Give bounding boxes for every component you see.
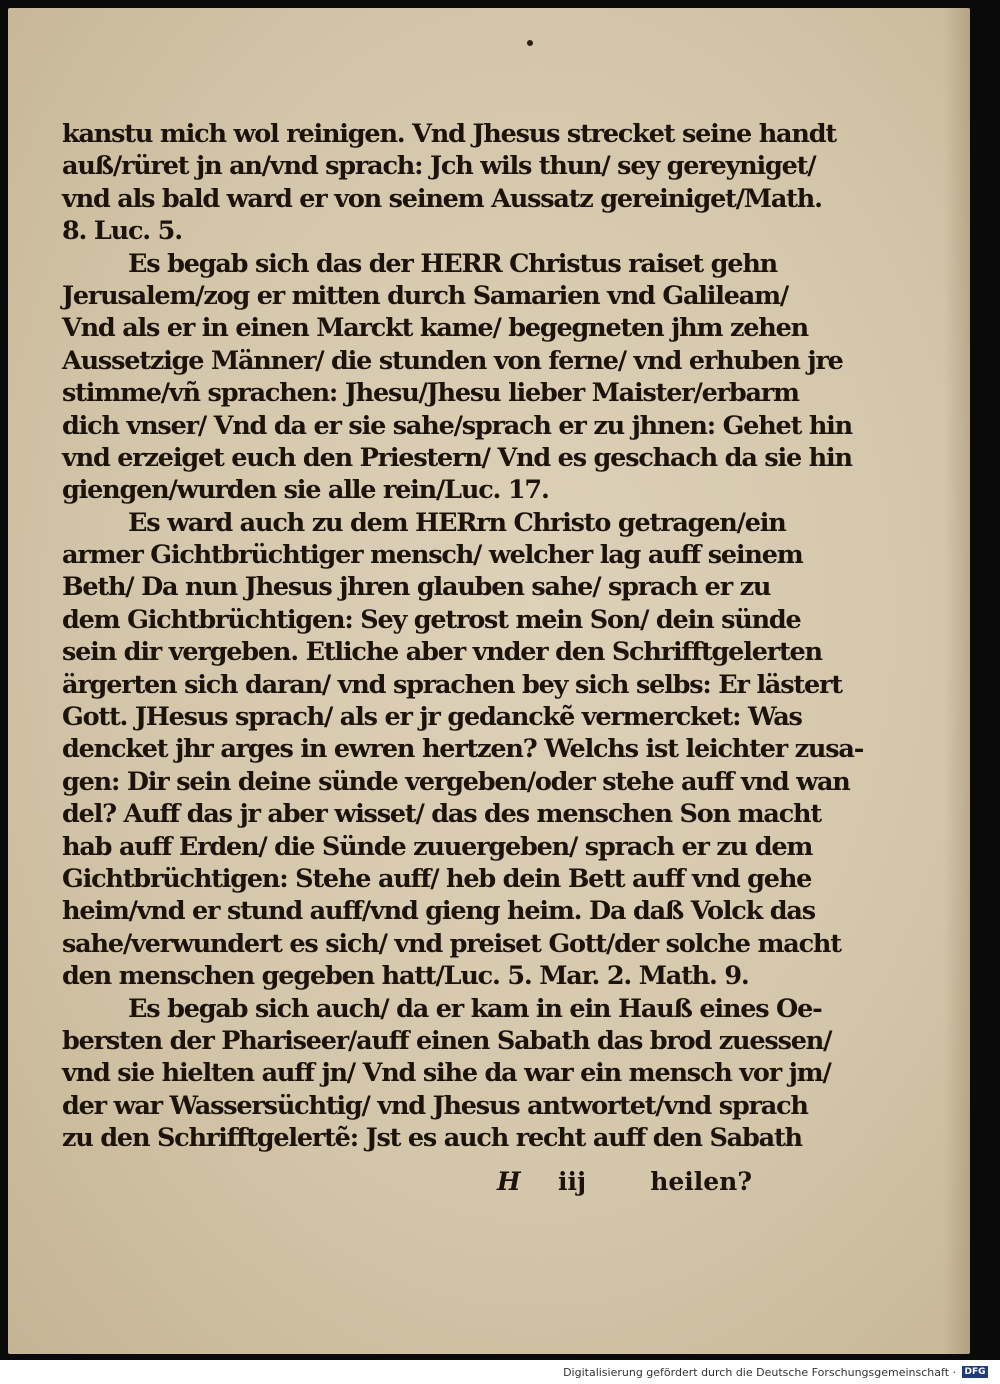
paragraph-start-line: Es begab sich das der HERR Christus raiset gehn xyxy=(128,248,777,279)
text-line: dich vnser/ Vnd da er sie sahe/sprach er zu jhnen: Gehet hin xyxy=(62,410,852,441)
footer-bar xyxy=(0,1360,1000,1384)
signature-mark: H xyxy=(497,1167,521,1196)
text-line: der war Wassersüchtig/ vnd Jhesus antwortet/vnd sprach xyxy=(62,1090,808,1121)
text-line: dencket jhr arges in ewren hertzen? Welchs ist leichter zusa- xyxy=(62,734,864,765)
text-line: stimme/vñ sprachen: Jhesu/Jhesu lieber Maister/erbarm xyxy=(62,378,799,409)
text-line: vnd sie hielten auff jn/ Vnd sihe da war ein mensch vor jm/ xyxy=(62,1058,831,1089)
funding-note: Digitalisierung gefördert durch die Deutsche Forschungsgemeinschaft · xyxy=(563,1366,956,1379)
text-line: gen: Dir sein deine sünde vergeben/oder stehe auff vnd wan xyxy=(62,766,850,797)
text-line: Jerusalem/zog er mitten durch Samarien vnd Galileam/ xyxy=(62,280,788,311)
page-edge-shadow xyxy=(944,8,970,1354)
text-line: armer Gichtbrüchtiger mensch/ welcher lag auff seinem xyxy=(62,540,803,571)
paragraph-start-line: Es ward auch zu dem HERrn Christo getragen/ein xyxy=(128,507,786,538)
text-line: dem Gichtbrüchtigen: Sey getrost mein Son/ dein sünde xyxy=(62,604,801,635)
text-line: Aussetzige Männer/ die stunden von ferne/ vnd erhuben jre xyxy=(62,345,843,376)
text-line: bersten der Phariseer/auff einen Sabath das brod zuessen/ xyxy=(62,1025,832,1056)
text-line: Gichtbrüchtigen: Stehe auff/ heb dein Bett auff vnd gehe xyxy=(62,863,812,894)
text-line: vnd als bald ward er von seinem Aussatz gereiniget/Math. xyxy=(62,183,822,214)
text-line: auß/rüret jn an/vnd sprach: Jch wils thun/ sey gereyniget/ xyxy=(62,151,816,182)
text-line: sahe/verwundert es sich/ vnd preiset Gott/der solche macht xyxy=(62,928,841,959)
text-line: vnd erzeiget euch den Priestern/ Vnd es geschach da sie hin xyxy=(62,442,852,473)
paragraph-start-line: Es begab sich auch/ da er kam in ein Hauß eines Oe- xyxy=(128,993,822,1024)
text-line: sein dir vergeben. Etliche aber vnder den Schrifftgelerten xyxy=(62,637,822,668)
text-line: 8. Luc. 5. xyxy=(62,216,182,247)
text-line: Vnd als er in einen Marckt kame/ begegneten jhm zehen xyxy=(62,313,808,344)
text-line: hab auff Erden/ die Sünde zuuergeben/ sprach er zu dem xyxy=(62,831,813,862)
text-line: Beth/ Da nun Jhesus jhren glauben sahe/ sprach er zu xyxy=(62,572,771,603)
text-line: giengen/wurden sie alle rein/Luc. 17. xyxy=(62,475,549,506)
text-line: kanstu mich wol reinigen. Vnd Jhesus strecket seine handt xyxy=(62,119,836,149)
text-line: heim/vnd er stund auff/vnd gieng heim. Da daß Volck das xyxy=(62,896,815,927)
body-text xyxy=(62,118,864,1155)
dfg-logo: DFG xyxy=(962,1366,988,1378)
text-line: zu den Schrifftgelertẽ: Jst es auch recht auff den Sabath xyxy=(62,1123,802,1154)
signature-line xyxy=(62,1167,762,1201)
text-line: Gott. JHesus sprach/ als er jr gedanckẽ vermercket: Was xyxy=(62,702,802,733)
ink-dot xyxy=(527,40,533,46)
signature-number: iij xyxy=(558,1167,587,1196)
text-line: ärgerten sich daran/ vnd sprachen bey sich selbs: Er lästert xyxy=(62,669,842,700)
text-line: den menschen gegeben hatt/Luc. 5. Mar. 2. Math. 9. xyxy=(62,961,749,992)
text-line: del? Auff das jr aber wisset/ das des menschen Son macht xyxy=(62,799,821,830)
catchword: heilen? xyxy=(650,1167,752,1196)
